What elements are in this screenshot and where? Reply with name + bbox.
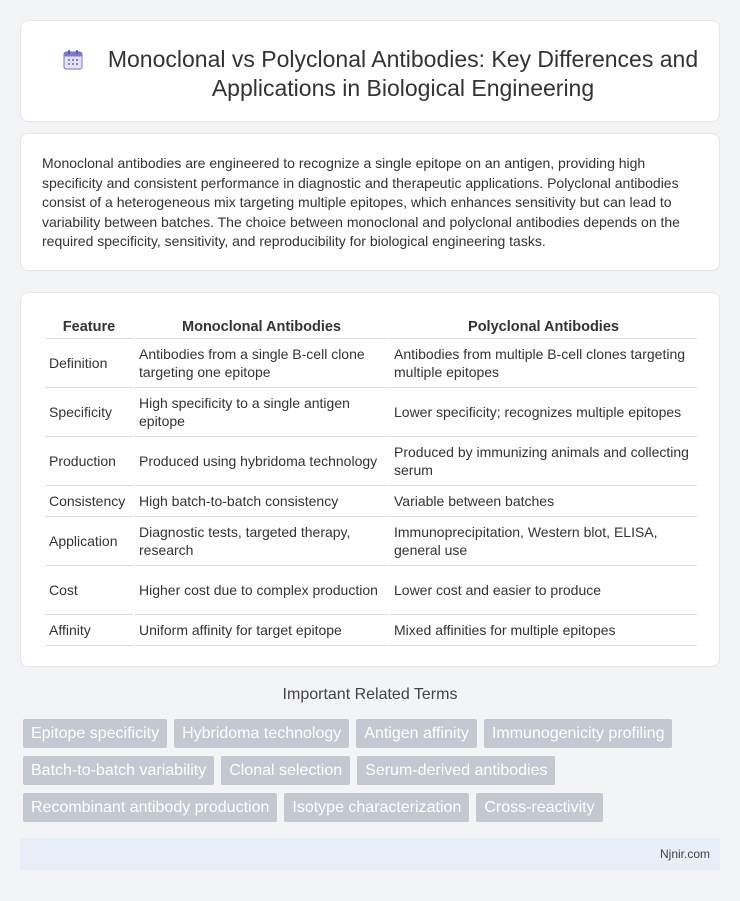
related-term-tag[interactable]: Cross-reactivity: [476, 793, 602, 822]
related-term-tag[interactable]: Hybridoma technology: [174, 719, 349, 748]
related-term-tag[interactable]: Immunogenicity profiling: [484, 719, 673, 748]
monoclonal-cell: High specificity to a single antigen epitope: [135, 388, 388, 437]
header-polyclonal: Polyclonal Antibodies: [390, 315, 697, 339]
polyclonal-cell: Lower cost and easier to produce: [390, 566, 697, 615]
feature-cell: Affinity: [45, 615, 133, 646]
feature-cell: Application: [45, 517, 133, 566]
monoclonal-cell: Produced using hybridoma technology: [135, 437, 388, 486]
tag-row: [23, 756, 703, 785]
comparison-table: [43, 315, 699, 646]
header-feature: Feature: [45, 315, 133, 339]
related-term-tag[interactable]: Serum-derived antibodies: [357, 756, 555, 785]
polyclonal-cell: Lower specificity; recognizes multiple epitopes: [390, 388, 697, 437]
intro-card: [20, 133, 720, 271]
calendar-icon: [61, 48, 85, 72]
page-title: Monoclonal vs Polyclonal Antibodies: Key Differences and Applications in Biological Engineering: [107, 46, 699, 101]
polyclonal-cell: Variable between batches: [390, 486, 697, 517]
related-term-tag[interactable]: Clonal selection: [221, 756, 350, 785]
tag-row: [23, 793, 703, 822]
monoclonal-cell: Antibodies from a single B-cell clone targeting one epitope: [135, 339, 388, 388]
monoclonal-cell: Diagnostic tests, targeted therapy, research: [135, 517, 388, 566]
feature-cell: Definition: [45, 339, 133, 388]
footer-site-link[interactable]: Njnir.com: [659, 847, 710, 861]
polyclonal-cell: Mixed affinities for multiple epitopes: [390, 615, 697, 646]
table-row: [45, 566, 697, 615]
related-terms-list: [23, 719, 703, 830]
tag-row: [23, 719, 703, 748]
related-term-tag[interactable]: Batch-to-batch variability: [23, 756, 214, 785]
related-terms-title: Important Related Terms: [282, 686, 458, 703]
related-term-tag[interactable]: Recombinant antibody production: [23, 793, 277, 822]
header-monoclonal: Monoclonal Antibodies: [135, 315, 388, 339]
footer: [20, 838, 720, 870]
table-row: [45, 615, 697, 646]
table-card: [20, 292, 720, 667]
table-row: [45, 339, 697, 388]
related-term-tag[interactable]: Antigen affinity: [356, 719, 477, 748]
feature-cell: Consistency: [45, 486, 133, 517]
feature-cell: Specificity: [45, 388, 133, 437]
table-row: [45, 388, 697, 437]
monoclonal-cell: Higher cost due to complex production: [135, 566, 388, 615]
table-header-row: [45, 315, 697, 339]
polyclonal-cell: Produced by immunizing animals and collecting serum: [390, 437, 697, 486]
polyclonal-cell: Antibodies from multiple B-cell clones targeting multiple epitopes: [390, 339, 697, 388]
related-term-tag[interactable]: Isotype characterization: [284, 793, 469, 822]
feature-cell: Production: [45, 437, 133, 486]
polyclonal-cell: Immunoprecipitation, Western blot, ELISA, general use: [390, 517, 697, 566]
table-row: [45, 517, 697, 566]
monoclonal-cell: High batch-to-batch consistency: [135, 486, 388, 517]
title-card: [20, 20, 720, 122]
intro-paragraph: Monoclonal antibodies are engineered to recognize a single epitope on an antigen, providing high specificity and consistent performance in diagnostic and therapeutic applications. Polyclonal antibodies consist of a heterogeneous mix targeting multiple epitopes, which enhances sensitivity but can lead to variability between batches. The choice between monoclonal and polyclonal antibodies depends on the required specificity, sensitivity, and reproducibility for biological engineering tasks.: [42, 155, 680, 250]
table-row: [45, 437, 697, 486]
title-wrap: [61, 45, 699, 103]
table-row: [45, 486, 697, 517]
feature-cell: Cost: [45, 566, 133, 615]
monoclonal-cell: Uniform affinity for target epitope: [135, 615, 388, 646]
related-term-tag[interactable]: Epitope specificity: [23, 719, 167, 748]
